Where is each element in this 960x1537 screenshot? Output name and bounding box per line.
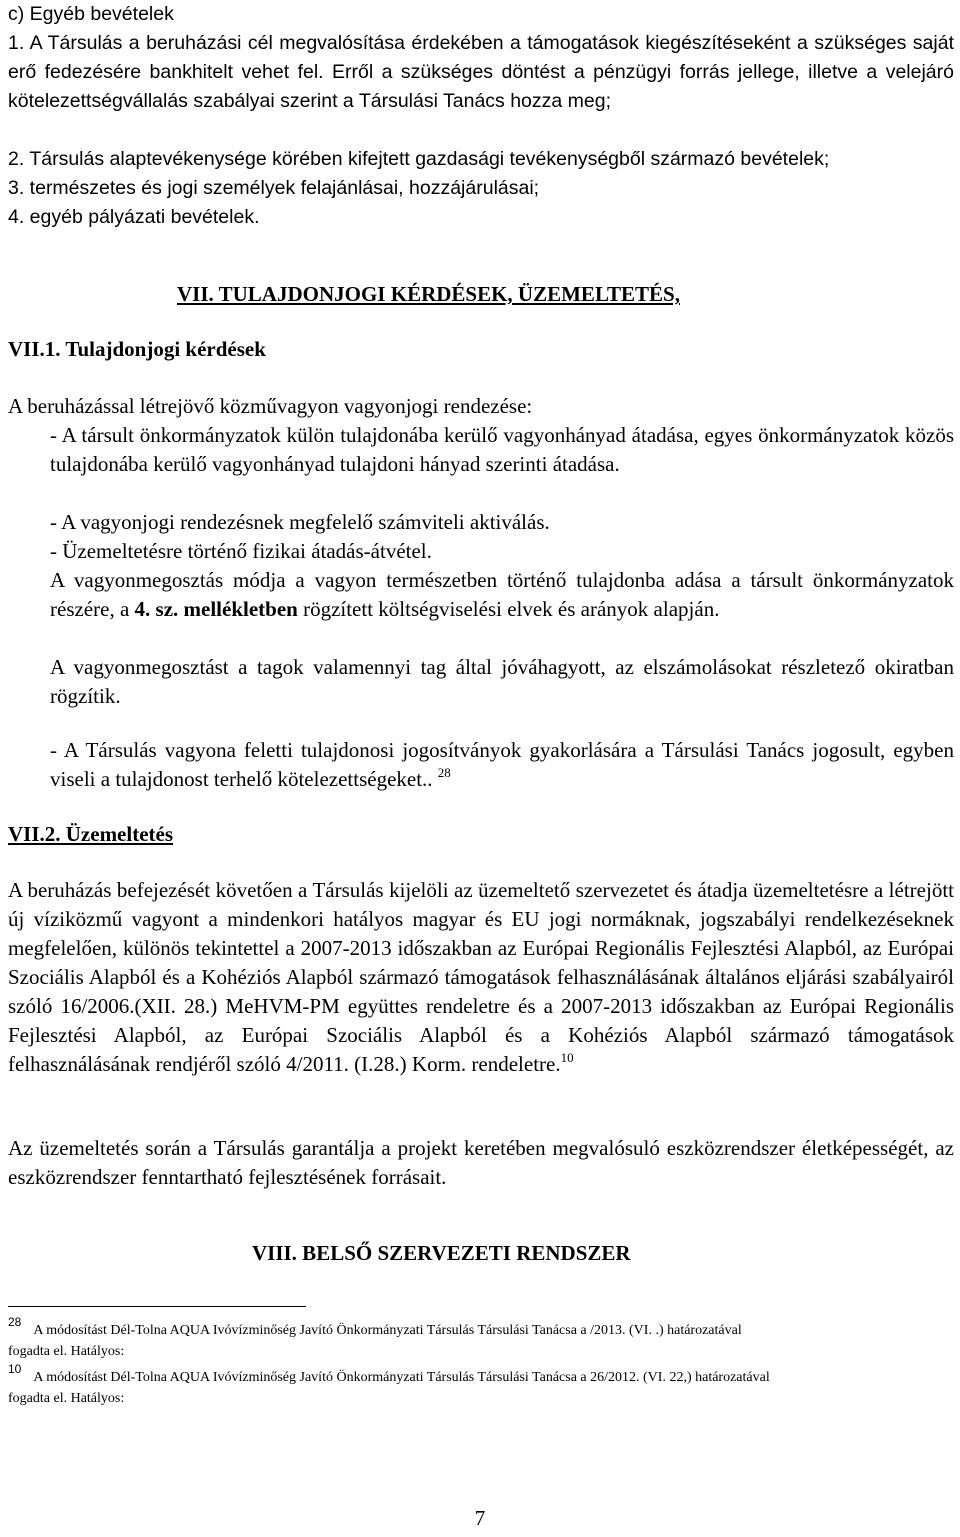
footnote-10-line-2: fogadta el. Hatályos: [8,1391,125,1406]
approval-paragraph: A vagyonmegosztást a tagok valamennyi tag által jóváhagyott, az elszámolásokat részletező okiratban rögzítik. [50,655,954,708]
income-heading: c) Egyéb bevételek [8,3,174,25]
page-number: 7 [474,1506,486,1530]
footnote-28 [8,1315,954,1341]
operation-footnote-ref: 10 [560,1050,574,1065]
footnote-28-line-1: A módosítást Dél-Tolna AQUA Ivóvízminőség Javító Önkormányzati Társulás Társulási Tanácsa a /2013. (VI. .) határozatával [33,1323,742,1338]
division-paragraph [50,566,954,624]
income-item-1: 1. A Társulás a beruházási cél megvalósítása érdekében a támogatások kiegészítéseként a szükséges saját erő fedezésére bankhitelt vehet fel. Erről a szükséges döntést a pénzügyi forrás jellege, illetve a velejáró kötelezettségvállalás szabályai szerint a Társulási Tanács hozza meg; [8,32,954,112]
division-text-post: rögzített költségviselési elvek és arányok alapján. [297,597,720,621]
income-item-2: 2. Társulás alaptevékenysége körében kifejtett gazdasági tevékenységből származó bevételek; [8,148,830,170]
income-item-3: 3. természetes és jogi személyek felajánlásai, hozzájárulásai; [8,177,540,199]
ownership-intro: A beruházással létrejövő közművagyon vagyonjogi rendezése: [8,394,533,418]
footnote-10-number: 10 [8,1362,22,1376]
footnote-28-number: 28 [8,1315,22,1329]
operation-text: A beruházás befejezését követően a Társulás kijelöli az üzemeltető szervezetet és átadja üzemeltetésre a létrejött új víziközmű vagyont a mindenkori hatályos magyar és EU jogi normáknak, jogszabályi rendelkezéseknek megfelelően, különös tekintettel a 2007-2013 időszakban az Európai Regionális Fejlesztési Alapból, az Európai Szociális Alapból és a Kohéziós Alapból származó támogatások felhasználásának általános eljárási szabályairól szóló 16/2006.(XII. 28.) MeHVM-PM együttes rendeletre és a 2007-2013 időszakban az Európai Regionális Fejlesztési Alapból, az Európai Szociális Alapból és a Kohéziós Alapból származó támogatások felhasználásának rendjéről szóló 4/2011. (I.28.) Korm. rendeletre. [8,878,954,1076]
section-8-title: VIII. BELSŐ SZERVEZETI RENDSZER [252,1241,631,1265]
income-item-4: 4. egyéb pályázati bevételek. [8,206,260,228]
section-7-1-title: VII.1. Tulajdonjogi kérdések [8,337,266,361]
rights-paragraph [50,736,954,794]
footnote-10-line-1: A módosítást Dél-Tolna AQUA Ivóvízminőség Javító Önkormányzati Társulás Társulási Tanácsa a 26/2012. (VI. 22,) határozatával [33,1370,770,1385]
footnote-28-line-2: fogadta el. Hatályos: [8,1344,125,1359]
section-7-title: VII. TULAJDONJOGI KÉRDÉSEK, ÜZEMELTETÉS, [177,282,680,306]
division-annex-word: mellékletben [183,597,298,621]
ownership-bullet-1: - A társult önkormányzatok külön tulajdonába kerülő vagyonhányad átadása, egyes önkormányzatok közös tulajdonába kerülő vagyonhányad tulajdoni hányad szerinti átadása. [50,423,954,476]
operation-paragraph [8,876,954,1079]
division-annex-number: 4. sz. [134,597,179,621]
guarantee-paragraph: Az üzemeltetés során a Társulás garantálja a projekt keretében megvalósuló eszközrendszer életképességét, az eszközrendszer fenntartható fejlesztésének forrásait. [8,1136,954,1189]
division-text-pre: A vagyonmegosztás módja a vagyon természetben történő tulajdonba adása a társult önkormányzatok részére, a [50,568,954,621]
ownership-bullet-3: - Üzemeltetésre történő fizikai átadás-átvétel. [50,539,432,563]
rights-text: - A Társulás vagyona feletti tulajdonosi jogosítványok gyakorlására a Társulási Tanács jogosult, egyben viseli a tulajdonost terhelő kötelezettségeket.. [50,738,954,791]
rights-footnote-ref: 28 [437,765,451,780]
section-7-2-title: VII.2. Üzemeltetés [8,822,174,846]
footnote-separator [8,1306,306,1307]
footnote-10 [8,1362,954,1388]
ownership-bullet-2: - A vagyonjogi rendezésnek megfelelő számviteli aktiválás. [50,510,550,534]
